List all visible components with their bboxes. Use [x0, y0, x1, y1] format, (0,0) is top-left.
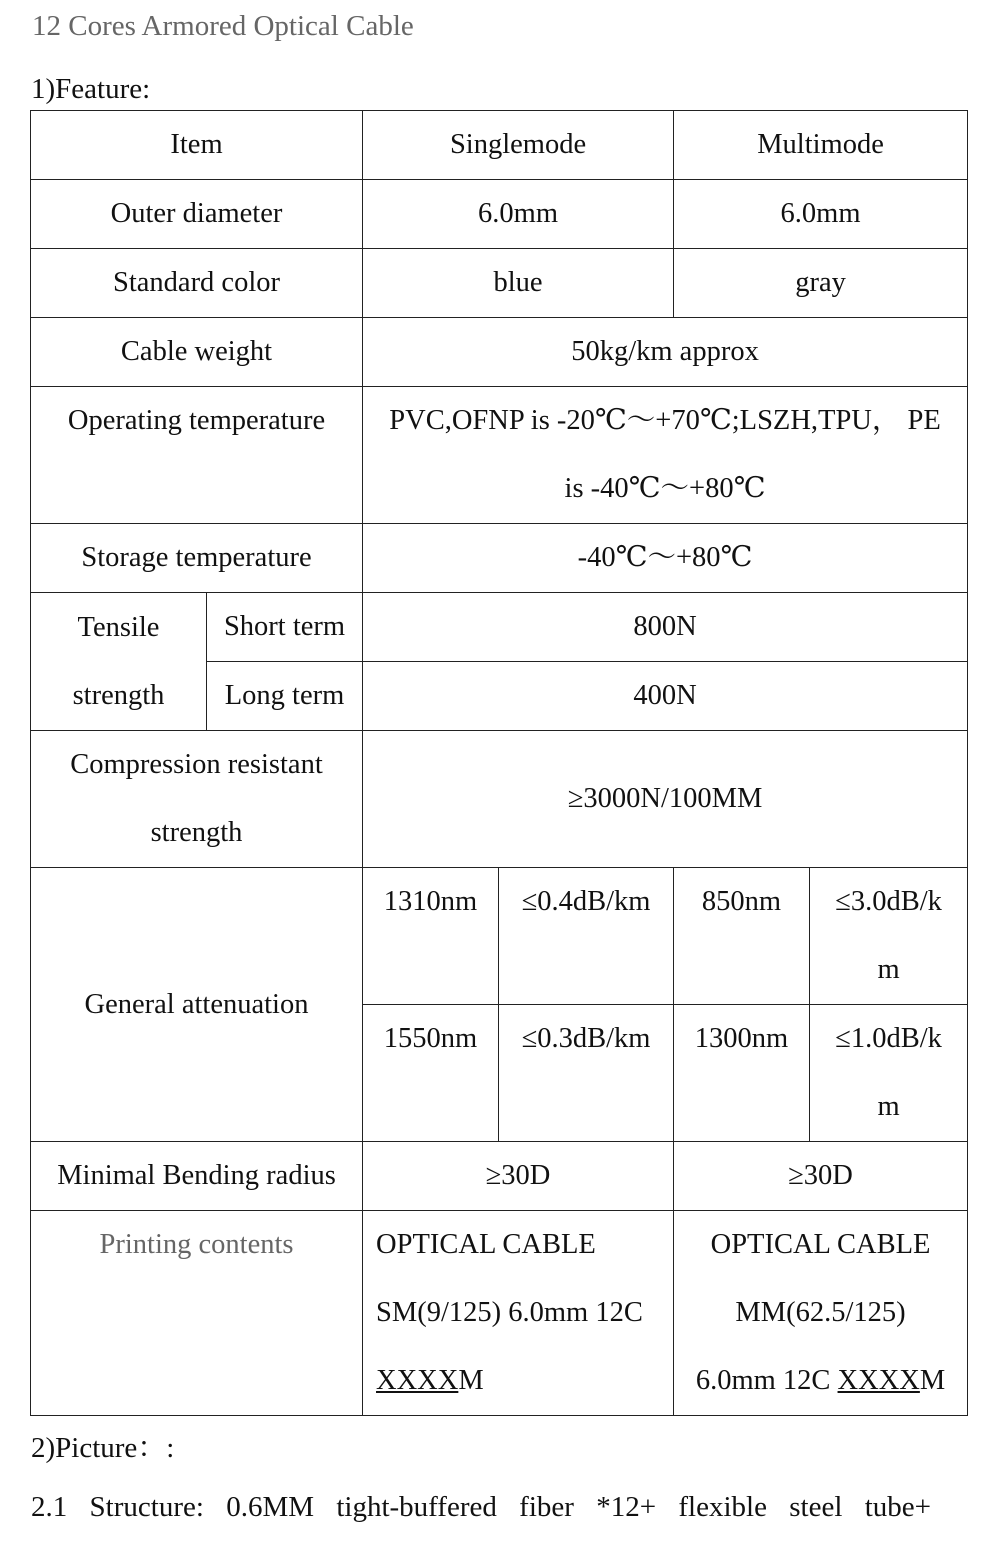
- table-row-attenuation-1: [31, 868, 968, 1005]
- section-heading-feature: 1)Feature:: [31, 73, 151, 105]
- operating-temperature-label: Operating temperature: [31, 387, 363, 524]
- attenuation-mm-value-2-line2: m: [877, 1091, 900, 1122]
- printing-sm: [363, 1211, 674, 1416]
- section-heading-picture: 2)Picture：:: [31, 1432, 175, 1464]
- printing-sm-line2: SM(9/125) 6.0mm 12C: [376, 1297, 643, 1328]
- spec-table: [30, 110, 968, 1416]
- page-title: 12 Cores Armored Optical Cable: [32, 10, 414, 42]
- printing-sm-length-placeholder: XXXX: [376, 1365, 459, 1396]
- header-multimode: Multimode: [674, 111, 968, 180]
- outer-diameter-label: Outer diameter: [31, 180, 363, 249]
- header-singlemode: Singlemode: [363, 111, 674, 180]
- storage-temperature-value: -40℃～+80℃: [363, 524, 968, 593]
- compression-label-line1: Compression resistant: [70, 749, 323, 780]
- structure-paragraph: 2.1 Structure: 0.6MM tight-buffered fiber *12+ flexible steel tube+: [31, 1491, 931, 1523]
- standard-color-mm: gray: [674, 249, 968, 318]
- long-term-value: 400N: [363, 662, 968, 731]
- compression-label-line2: strength: [150, 817, 243, 848]
- bending-radius-label: Minimal Bending radius: [31, 1142, 363, 1211]
- attenuation-label: General attenuation: [31, 868, 363, 1142]
- table-row-cable-weight: [31, 318, 968, 387]
- outer-diameter-sm: 6.0mm: [363, 180, 674, 249]
- table-row-compression: [31, 731, 968, 868]
- printing-sm-unit: M: [458, 1365, 484, 1396]
- outer-diameter-mm: 6.0mm: [674, 180, 968, 249]
- table-row-printing: [31, 1211, 968, 1416]
- printing-mm-line1: OPTICAL CABLE: [710, 1229, 931, 1260]
- short-term-label: Short term: [207, 593, 363, 662]
- table-row-operating-temperature: [31, 387, 968, 524]
- bending-radius-mm: ≥30D: [674, 1142, 968, 1211]
- printing-mm-length-placeholder: XXXX: [837, 1365, 920, 1396]
- attenuation-sm-value-1: ≤0.4dB/km: [499, 868, 674, 1005]
- table-row-bending-radius: [31, 1142, 968, 1211]
- header-item: Item: [31, 111, 363, 180]
- tensile-label-line1: Tensile: [77, 611, 160, 643]
- cable-weight-label: Cable weight: [31, 318, 363, 387]
- printing-label: Printing contents: [31, 1211, 363, 1416]
- printing-sm-line1: OPTICAL CABLE: [376, 1229, 596, 1260]
- printing-mm-line3: [682, 1347, 959, 1415]
- attenuation-sm-wave-1: 1310nm: [363, 868, 499, 1005]
- attenuation-mm-value-1: [810, 868, 968, 1005]
- attenuation-mm-value-2-line1: ≤1.0dB/k: [835, 1023, 942, 1054]
- attenuation-mm-value-1-line2: m: [877, 954, 900, 985]
- attenuation-mm-value-1-line1: ≤3.0dB/k: [835, 886, 942, 917]
- long-term-label: Long term: [207, 662, 363, 731]
- standard-color-sm: blue: [363, 249, 674, 318]
- attenuation-mm-wave-2: 1300nm: [674, 1005, 810, 1142]
- printing-mm-prefix: 6.0mm 12C: [695, 1365, 838, 1396]
- table-row-header: [31, 111, 968, 180]
- attenuation-mm-value-2: [810, 1005, 968, 1142]
- operating-temperature-line1: PVC,OFNP is -20℃～+70℃;LSZH,TPU， PE: [389, 405, 941, 436]
- printing-mm-line2: MM(62.5/125): [735, 1297, 906, 1328]
- table-row-outer-diameter: [31, 180, 968, 249]
- attenuation-mm-wave-1: 850nm: [674, 868, 810, 1005]
- tensile-strength-label: [31, 593, 207, 731]
- attenuation-sm-wave-2: 1550nm: [363, 1005, 499, 1142]
- bending-radius-sm: ≥30D: [363, 1142, 674, 1211]
- storage-temperature-label: Storage temperature: [31, 524, 363, 593]
- table-row-standard-color: [31, 249, 968, 318]
- compression-label: [31, 731, 363, 868]
- table-row-storage-temperature: [31, 524, 968, 593]
- standard-color-label: Standard color: [31, 249, 363, 318]
- short-term-value: 800N: [363, 593, 968, 662]
- attenuation-sm-value-2: ≤0.3dB/km: [499, 1005, 674, 1142]
- printing-mm-unit: M: [919, 1365, 946, 1396]
- table-row-tensile-short: [31, 593, 968, 662]
- compression-value: ≥3000N/100MM: [363, 731, 968, 868]
- operating-temperature-value: [363, 387, 968, 524]
- printing-sm-line3: [376, 1347, 665, 1415]
- tensile-label-line2: strength: [72, 679, 165, 711]
- printing-mm: [674, 1211, 968, 1416]
- operating-temperature-line2: is -40℃～+80℃: [564, 473, 766, 504]
- cable-weight-value: 50kg/km approx: [363, 318, 968, 387]
